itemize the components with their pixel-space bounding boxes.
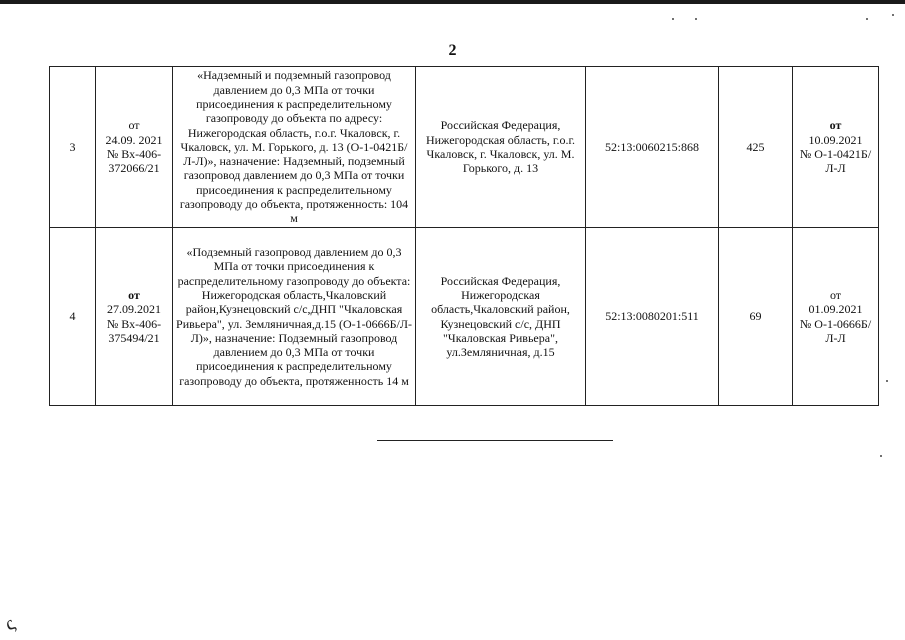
scan-speck xyxy=(695,18,697,20)
top-border-line xyxy=(0,0,905,4)
scan-speck xyxy=(892,14,894,16)
agreement-cell xyxy=(793,67,879,228)
incoming-request-cell xyxy=(96,67,173,228)
incoming-date: 27.09.2021 xyxy=(107,302,161,317)
scan-speck xyxy=(880,455,882,457)
agreement-label: от xyxy=(829,118,842,133)
agreement-date: 01.09.2021 xyxy=(808,302,863,317)
incoming-date: 24.09. 2021 xyxy=(105,132,163,147)
agreement-cell xyxy=(793,228,879,406)
scan-speck xyxy=(672,18,674,20)
handwritten-mark: ς xyxy=(0,612,19,636)
area-cell: 425 xyxy=(719,67,793,228)
registry-table xyxy=(49,66,879,406)
incoming-label: от xyxy=(128,287,140,302)
address-cell: Российская Федерация, Нижегородская область, г.о.г. Чкаловск, г. Чкаловск, ул. М. Горького, д. 13 xyxy=(416,67,586,228)
table-row xyxy=(50,67,879,228)
agreement-label: от xyxy=(829,287,842,302)
object-description-cell: «Подземный газопровод давлением до 0,3 МПа от точки присоединения к распределительному газопроводу до объекта: Нижегородская область,Чкаловский район,Кузнецовский с/с,ДНП "Чкаловская Ривьера", ул. Земляничная,д.15 (О-1-0666Б/Л-Л)», назначение: Подземный газопровод давлением до 0,3 МПа от точки присоединения к распределительному газопроводу до объекта, протяженность 14 м xyxy=(173,228,416,406)
area-cell: 69 xyxy=(719,228,793,406)
cadastral-number-cell: 52:13:0080201:511 xyxy=(586,228,719,406)
row-number-cell: 3 xyxy=(50,67,96,228)
address-cell: Российская Федерация, Нижегородская область,Чкаловский район, Кузнецовский с/с, ДНП "Чкаловская Ривьера", ул.Земляничная, д.15 xyxy=(416,228,586,406)
closing-separator-line xyxy=(377,440,613,441)
agreement-number: № О-1-0666Б/Л-Л xyxy=(799,316,872,345)
object-description-cell: «Надземный и подземный газопровод давлением до 0,3 МПа от точки присоединения к распределительному газопроводу до объекта по адресу: Нижегородская область, г.о.г. Чкаловск, г. Чкаловск, ул. М. Горького, д. 13 (О-1-0421Б/Л-Л)», назначение: Надземный, подземный газопровод давлением до 0,3 МПа от точки присоединения к распределительному газопроводу до объекта, протяженность: 104 м xyxy=(173,67,416,228)
cadastral-number-cell: 52:13:0060215:868 xyxy=(586,67,719,228)
incoming-number: № Вх-406-375494/21 xyxy=(106,316,162,345)
incoming-label: от xyxy=(128,118,140,133)
table-row xyxy=(50,228,879,406)
agreement-number: № О-1-0421Б/Л-Л xyxy=(799,147,872,176)
incoming-number: № Вх-406-372066/21 xyxy=(106,147,162,176)
row-number-cell: 4 xyxy=(50,228,96,406)
scan-speck xyxy=(886,380,888,382)
page-number: 2 xyxy=(448,42,457,59)
incoming-request-cell xyxy=(96,228,173,406)
scan-speck xyxy=(866,18,868,20)
agreement-date: 10.09.2021 xyxy=(808,132,863,147)
